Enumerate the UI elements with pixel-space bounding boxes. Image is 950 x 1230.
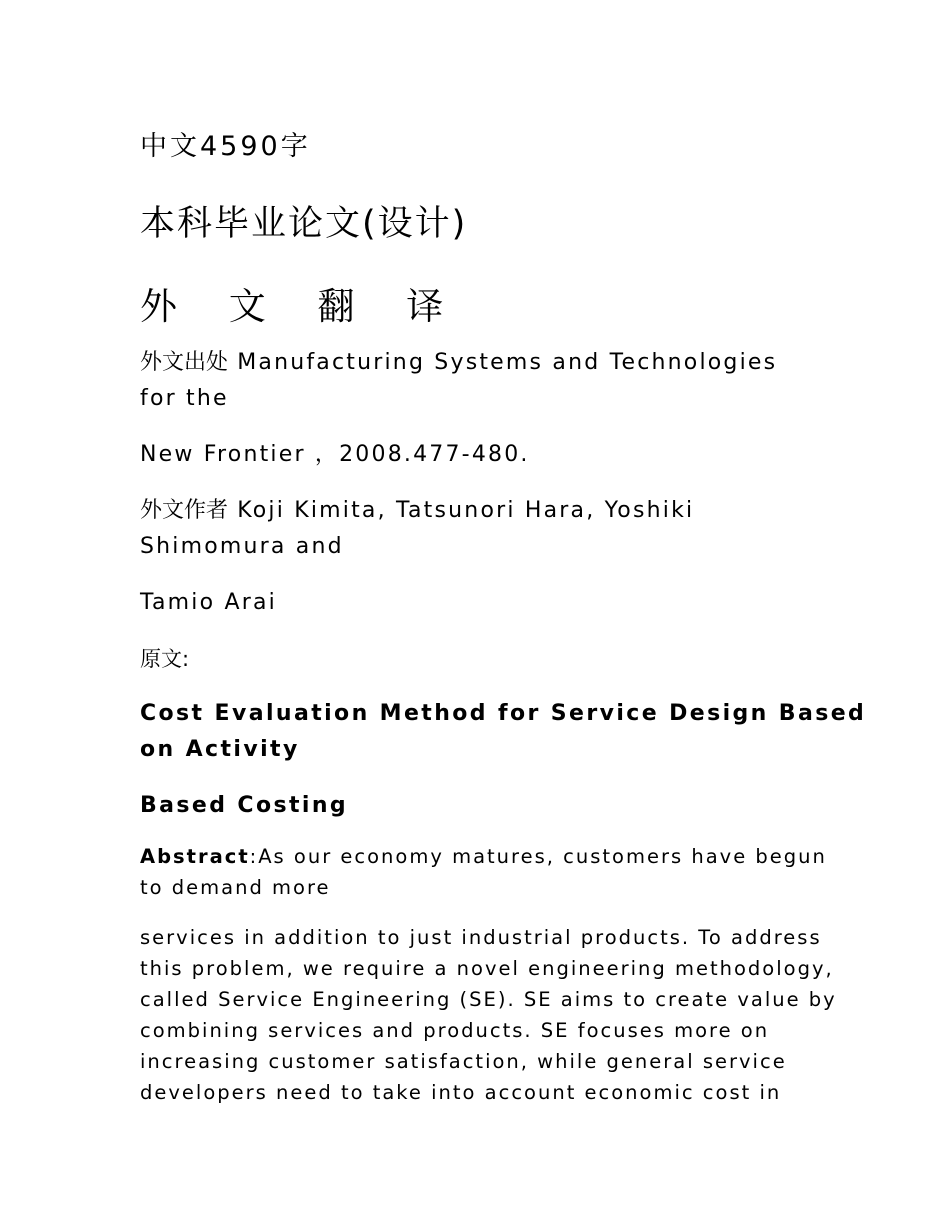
abstract-line-2: to demand more: [140, 876, 331, 899]
abstract-label: Abstract: [140, 845, 250, 868]
body-line: this problem, we require a novel engineering methodology,: [140, 957, 834, 980]
source-line-1: [140, 345, 777, 381]
author-line-2: Shimomura and: [140, 534, 344, 559]
abstract-line-1: [140, 841, 827, 872]
author-line-1: [140, 493, 694, 529]
body-line: combining services and products. SE focuses more on: [140, 1019, 770, 1042]
body-line: increasing customer satisfaction, while general service: [140, 1050, 787, 1073]
body-line: developers need to take into account economic cost in: [140, 1081, 782, 1104]
abstract-text-1: :As our economy matures, customers have begun: [249, 845, 827, 868]
abstract-body-paragraph: [140, 922, 837, 1108]
paper-title-line-3: Based Costing: [140, 793, 349, 818]
body-line: called Service Engineering (SE). SE aims to create value by: [140, 988, 837, 1011]
source-text-1: Manufacturing Systems and Technologies: [228, 350, 778, 375]
original-text-label: 原文:: [140, 647, 190, 671]
thesis-title: 本科毕业论文(设计): [140, 204, 468, 244]
paper-title-line-1: Cost Evaluation Method for Service Design Based: [140, 701, 867, 726]
translation-title: 外 文 翻 译: [140, 285, 464, 328]
source-line-3: New Frontier ，2008.477-480.: [140, 442, 530, 467]
author-label: 外文作者: [140, 498, 229, 523]
source-label: 外文出处: [140, 350, 229, 375]
source-line-2: for the: [140, 386, 229, 411]
word-count-heading: 中文4590字: [140, 131, 311, 162]
author-text-1: Koji Kimita, Tatsunori Hara, Yoshiki: [228, 498, 695, 523]
author-line-3: Tamio Arai: [140, 590, 277, 615]
body-line: services in addition to just industrial products. To address: [140, 926, 822, 949]
paper-title-line-2: on Activity: [140, 737, 300, 762]
